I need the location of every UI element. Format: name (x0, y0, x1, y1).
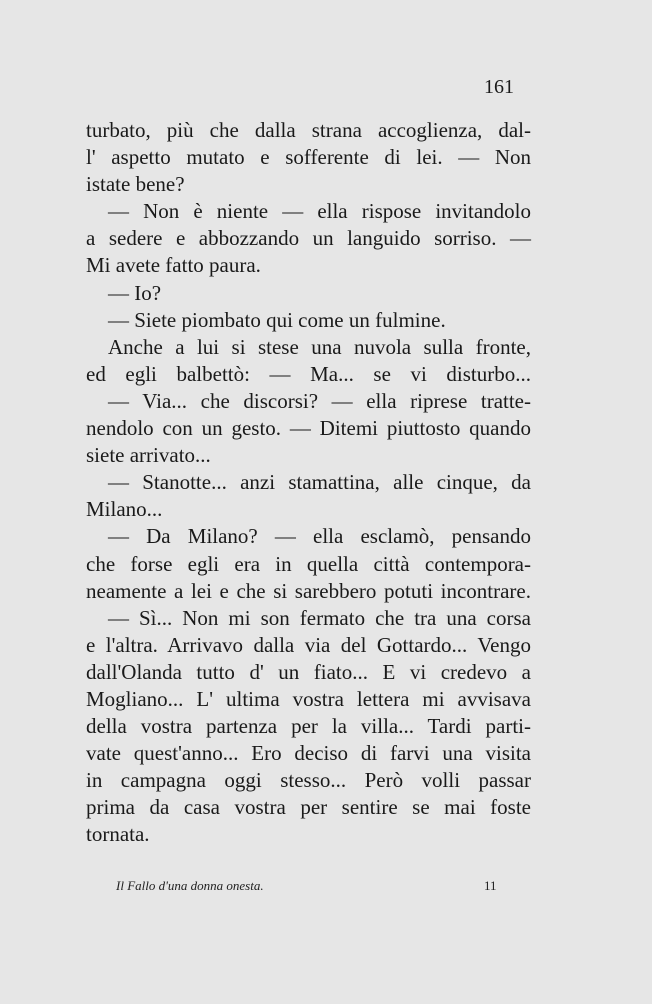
text-line: — Da Milano? — ella esclamò, pensando (108, 524, 531, 549)
text-line: Milano... (86, 497, 163, 522)
text-line: Mi avete fatto paura. (86, 253, 261, 278)
text-line: che forse egli era in quella città contempora- (86, 551, 531, 576)
text-line: e l'altra. Arrivavo dalla via del Gottardo... Vengo (86, 632, 531, 657)
text-line: — Stanotte... anzi stamattina, alle cinque, da (108, 470, 531, 495)
text-line: neamente a lei e che si sarebbero potuti incontrare. (86, 578, 531, 603)
text-line: l' aspetto mutato e sofferente di lei. — Non (86, 145, 531, 170)
text-line: istate bene? (86, 172, 185, 197)
text-line: — Io? (108, 280, 162, 305)
text-line: vate quest'anno... Ero deciso di farvi una visita (86, 741, 531, 766)
text-line: della vostra partenza per la villa... Tardi parti- (86, 714, 531, 739)
text-line: — Non è niente — ella rispose invitandolo (108, 199, 531, 224)
text-line: a sedere e abbozzando un languido sorriso. — (86, 226, 531, 251)
text-line: in campagna oggi stesso... Però volli passar (86, 768, 531, 793)
signature-mark: 11 (484, 878, 497, 893)
page-number: 161 (484, 76, 514, 98)
text-line: turbato, più che dalla strana accoglienza, dal- (86, 118, 531, 142)
running-footer-title: Il Fallo d'una donna onesta. (116, 878, 264, 893)
text-line: tornata. (86, 822, 150, 847)
text-line: dall'Olanda tutto d' un fiato... E vi credevo a (86, 659, 531, 684)
text-line: — Via... che discorsi? — ella riprese tratte- (108, 388, 531, 413)
text-line: Anche a lui si stese una nuvola sulla fronte, (108, 334, 531, 359)
text-line: siete arrivato... (86, 443, 211, 468)
text-line: nendolo con un gesto. — Ditemi piuttosto quando (86, 416, 531, 441)
text-line: Mogliano... L' ultima vostra lettera mi avvisava (86, 686, 531, 711)
text-line: ed egli balbettò: — Ma... se vi disturbo... (86, 361, 531, 386)
body-text (86, 117, 531, 849)
text-line: prima da casa vostra per sentire se mai foste (86, 795, 531, 820)
text-line: — Sì... Non mi son fermato che tra una corsa (108, 605, 531, 630)
text-line: — Siete piombato qui come un fulmine. (108, 307, 446, 332)
